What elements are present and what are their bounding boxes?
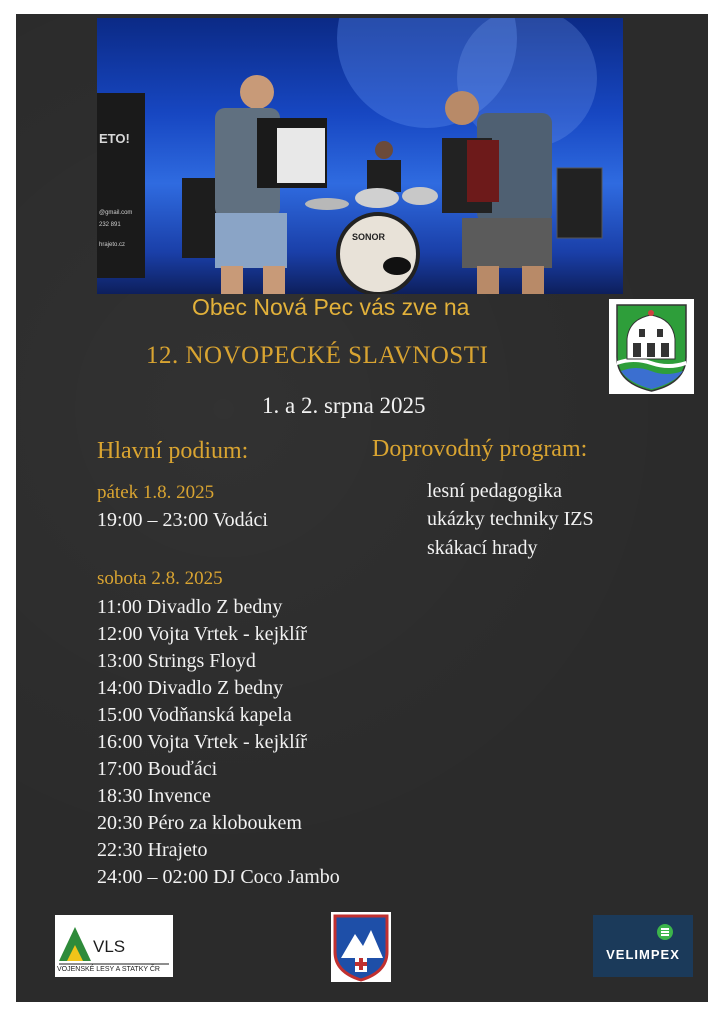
drum-brand-text: SONOR	[352, 232, 386, 242]
schedule-item: 24:00 – 02:00 DJ Coco Jambo	[97, 866, 340, 888]
saturday-label: sobota 2.8. 2025	[97, 568, 223, 589]
rescue-emblem	[331, 912, 391, 982]
invitation-line: Obec Nová Pec vás zve na	[192, 294, 470, 320]
velimpex-name: VELIMPEX	[606, 947, 680, 962]
velimpex-logo	[593, 915, 693, 977]
vls-full-name: VOJENSKÉ LESY A STATKY ČR	[57, 966, 160, 973]
event-dates: 1. a 2. srpna 2025	[262, 393, 426, 418]
friday-label: pátek 1.8. 2025	[97, 482, 215, 503]
sign-phone-text: 232 891	[99, 222, 121, 228]
schedule-item: 17:00 Bouďáci	[97, 758, 218, 780]
vls-abbreviation: VLS	[93, 937, 126, 956]
schedule-item: 14:00 Divadlo Z bedny	[97, 677, 284, 699]
coat-of-arms	[609, 299, 694, 394]
schedule-item: 18:30 Invence	[97, 785, 211, 807]
schedule-item: 20:30 Péro za kloboukem	[97, 812, 302, 834]
schedule-item: 12:00 Vojta Vrtek - kejklíř	[97, 623, 307, 645]
side-program-item: lesní pedagogika	[427, 480, 562, 502]
sign-web-text: hrajeto.cz	[99, 242, 126, 248]
band-photo	[97, 18, 623, 294]
schedule-item: 13:00 Strings Floyd	[97, 650, 256, 672]
side-program-item: skákací hrady	[427, 537, 538, 559]
main-stage-heading: Hlavní podium:	[97, 438, 249, 464]
vls-logo	[55, 915, 173, 977]
event-title: 12. NOVOPECKÉ SLAVNOSTI	[146, 342, 489, 369]
schedule-item: 19:00 – 23:00 Vodáci	[97, 509, 268, 531]
schedule-item: 16:00 Vojta Vrtek - kejklíř	[97, 731, 307, 753]
side-program-heading: Doprovodný program:	[372, 436, 588, 462]
schedule-item: 11:00 Divadlo Z bedny	[97, 596, 283, 618]
side-program-item: ukázky techniky IZS	[427, 508, 594, 530]
schedule-item: 15:00 Vodňanská kapela	[97, 704, 292, 726]
schedule-item: 22:30 Hrajeto	[97, 839, 208, 861]
sign-logo-text: ETO!	[99, 131, 130, 146]
sign-email-text: @gmail.com	[99, 210, 133, 216]
